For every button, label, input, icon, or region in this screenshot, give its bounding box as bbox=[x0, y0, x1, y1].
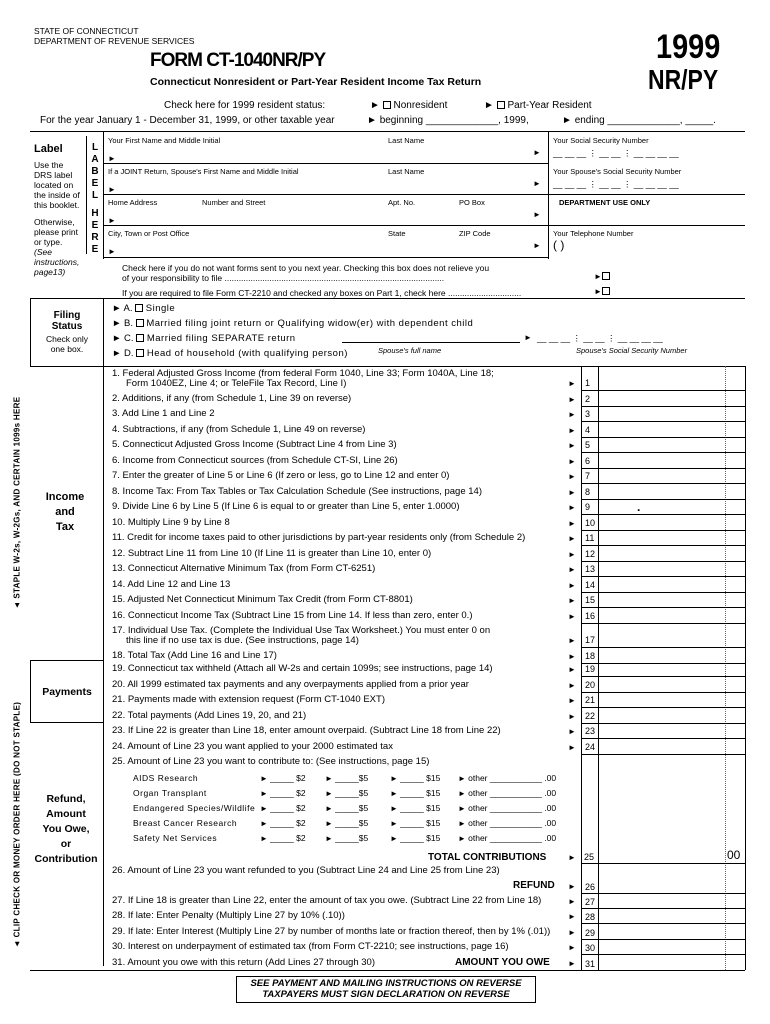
arrow-icon: ► bbox=[568, 912, 576, 921]
tax-year: 1999 bbox=[656, 28, 721, 66]
line-19-text: 19. Connecticut tax withheld (Attach all W-2s and certain 1099s; see instructions, page 14) bbox=[112, 663, 493, 674]
total-contributions-num: 25 bbox=[584, 852, 595, 862]
state-heading: STATE OF CONNECTICUT bbox=[34, 26, 139, 36]
arrow-icon: ► bbox=[594, 272, 602, 281]
line-number: 8 bbox=[585, 487, 591, 497]
line-number: 5 bbox=[585, 440, 591, 450]
address-input[interactable] bbox=[108, 210, 544, 225]
arrow-icon: ► bbox=[112, 318, 122, 329]
line-number: 23 bbox=[585, 726, 596, 736]
line-number: 24 bbox=[585, 742, 596, 752]
dept-use-label: DEPARTMENT USE ONLY bbox=[559, 198, 651, 207]
line-17-text: 17. Individual Use Tax. (Complete the Individual Use Tax Worksheet.) You must enter 0 on bbox=[112, 625, 491, 636]
spouse-name-label: If a JOINT Return, Spouse's First Name and Middle Initial bbox=[108, 167, 299, 176]
line-31-label: AMOUNT YOU OWE bbox=[455, 957, 550, 968]
ssn-input[interactable]: __ __ __ ⋮ __ __ ⋮ __ __ __ __ bbox=[553, 148, 679, 158]
line-14-text: 14. Add Line 12 and Line 13 bbox=[112, 579, 231, 590]
line-number: 4 bbox=[585, 425, 591, 435]
filing-d-checkbox[interactable] bbox=[136, 349, 144, 357]
arrow-icon: ► bbox=[568, 681, 576, 690]
arrow-icon: ► bbox=[568, 395, 576, 404]
arrow-icon: ► bbox=[562, 115, 572, 126]
line-17-text-2: this line if no use tax is due. (See instructions, page 14) bbox=[126, 635, 359, 646]
spouse-last-label: Last Name bbox=[388, 167, 425, 176]
partyear-option[interactable]: ► Part-Year Resident bbox=[484, 100, 592, 111]
footer-line-1: SEE PAYMENT AND MAILING INSTRUCTIONS ON REVERSE bbox=[250, 978, 522, 989]
total-contributions-input[interactable] bbox=[599, 848, 725, 863]
contrib-label: AIDS Research bbox=[133, 773, 199, 783]
line-31-amount[interactable] bbox=[599, 955, 745, 970]
arrow-icon: ► bbox=[458, 789, 469, 798]
line-number: 29 bbox=[585, 928, 596, 938]
contrib-label: Organ Transplant bbox=[133, 788, 207, 798]
arrow-icon: ► bbox=[568, 379, 576, 388]
arrow-icon: ► bbox=[390, 804, 401, 813]
arrow-icon: ► bbox=[260, 789, 271, 798]
line-23-amount[interactable] bbox=[599, 723, 745, 738]
line-number: 22 bbox=[585, 711, 596, 721]
line-7-amount[interactable] bbox=[599, 468, 745, 483]
line-22-amount[interactable] bbox=[599, 708, 745, 723]
city-label: City, Town or Post Office bbox=[108, 229, 190, 238]
contrib-label: Safety Net Services bbox=[133, 833, 218, 843]
filing-b-checkbox[interactable] bbox=[136, 319, 144, 327]
contrib-amt5-option[interactable]: ► _____$5 bbox=[325, 803, 369, 813]
arrow-icon: ► bbox=[568, 743, 576, 752]
arrow-icon: ► bbox=[112, 333, 122, 344]
line-30-amount[interactable] bbox=[599, 939, 745, 954]
line-7-text: 7. Enter the greater of Line 5 or Line 6 (If zero or less, go to Line 12 and enter 0) bbox=[112, 470, 450, 481]
arrow-icon: ► bbox=[568, 519, 576, 528]
contrib-amt5-option[interactable]: ► _____$5 bbox=[325, 773, 369, 783]
line-number: 28 bbox=[585, 912, 596, 922]
footer-box bbox=[236, 976, 536, 1003]
line-number: 9 bbox=[585, 502, 591, 512]
line-16-text: 16. Connecticut Income Tax (Subtract Line 15 from Line 14. If less than zero, enter 0.) bbox=[112, 610, 473, 621]
contrib-amt5-option[interactable]: ► _____$5 bbox=[325, 833, 369, 843]
arrow-icon: ► bbox=[390, 774, 401, 783]
contrib-other-option[interactable]: ► other ___________ .00 bbox=[458, 788, 557, 798]
line-24-amount[interactable] bbox=[599, 739, 745, 754]
line-1-text-2: Form 1040EZ, Line 4; or TeleFile Tax Record, Line I) bbox=[126, 378, 347, 389]
line-10-text: 10. Multiply Line 9 by Line 8 bbox=[112, 517, 230, 528]
line-2-text: 2. Additions, if any (from Schedule 1, Line 39 on reverse) bbox=[112, 393, 352, 404]
arrow-icon: ► bbox=[112, 303, 122, 314]
filing-option-a[interactable]: ► A. Single bbox=[112, 303, 176, 314]
total-contributions-label: TOTAL CONTRIBUTIONS bbox=[428, 852, 547, 863]
contrib-amt2-option[interactable]: ► _____ $2 bbox=[260, 803, 306, 813]
contrib-amt15-option[interactable]: ► _____ $15 bbox=[390, 818, 441, 828]
filing-option-b[interactable]: ► B. Married filing joint return or Qualifying widow(er) with dependent child bbox=[112, 318, 474, 329]
line-17-amount[interactable] bbox=[599, 623, 745, 647]
line-5-text: 5. Connecticut Adjusted Gross Income (Subtract Line 4 from Line 3) bbox=[112, 439, 397, 450]
filing-title-2: Status bbox=[51, 321, 83, 332]
footer-line-2: TAXPAYERS MUST SIGN DECLARATION ON REVERSE bbox=[262, 989, 510, 1000]
line-number: 27 bbox=[585, 897, 596, 907]
line-20-text: 20. All 1999 estimated tax payments and any overpayments applied from a prior year bbox=[112, 679, 469, 690]
nrpy-badge: NR/PY bbox=[648, 64, 719, 95]
arrow-icon: ► bbox=[390, 834, 401, 843]
payments-section-label: Payments bbox=[42, 686, 92, 698]
line-29-text: 29. If late: Enter Interest (Multiply Line 27 by number of months late or fraction thereof, then by 1% (.01)) bbox=[112, 926, 551, 937]
filing-spouse-ssn-label: Spouse's Social Security Number bbox=[576, 346, 688, 355]
arrow-icon: ► bbox=[108, 247, 116, 256]
line-number: 14 bbox=[585, 580, 596, 590]
line-number: 15 bbox=[585, 595, 596, 605]
line-8-amount[interactable] bbox=[599, 484, 745, 499]
arrow-icon: ► bbox=[568, 472, 576, 481]
line-number: 17 bbox=[585, 635, 596, 645]
line-12-amount[interactable] bbox=[599, 546, 745, 561]
no-forms-checkbox[interactable] bbox=[602, 272, 610, 280]
contrib-amt15-option[interactable]: ► _____ $15 bbox=[390, 833, 441, 843]
line-1-text: 1. Federal Adjusted Gross Income (from federal Form 1040, Line 33; Form 1040A, Line 18; bbox=[112, 368, 494, 379]
contrib-other-option[interactable]: ► other ___________ .00 bbox=[458, 818, 557, 828]
line-26-text: 26. Amount of Line 23 you want refunded to you (Subtract Line 24 and Line 25 from Line 23) bbox=[112, 865, 500, 876]
contrib-amt2-option[interactable]: ► _____ $2 bbox=[260, 833, 306, 843]
arrow-icon: ► bbox=[568, 503, 576, 512]
arrow-icon: ► bbox=[568, 712, 576, 721]
arrow-icon: ► bbox=[533, 210, 541, 219]
contrib-label: Breast Cancer Research bbox=[133, 818, 238, 828]
contrib-amt5-option[interactable]: ► _____$5 bbox=[325, 818, 369, 828]
line-27-text: 27. If Line 18 is greater than Line 22, enter the amount of tax you owe. (Subtract Line 22 from Line 18) bbox=[112, 895, 542, 906]
nonresident-checkbox[interactable] bbox=[383, 101, 391, 109]
line-number: 20 bbox=[585, 680, 596, 690]
resident-status-label: Check here for 1999 resident status: bbox=[164, 100, 326, 111]
arrow-icon: ► bbox=[108, 154, 116, 163]
number-street-label: Number and Street bbox=[202, 198, 266, 207]
line-21-text: 21. Payments made with extension request (Form CT-1040 EXT) bbox=[112, 694, 385, 705]
line-22-text: 22. Total payments (Add Lines 19, 20, and 21) bbox=[112, 710, 307, 721]
line-number: 21 bbox=[585, 695, 596, 705]
taxable-year-label: For the year January 1 - December 31, 1999, or other taxable year bbox=[40, 115, 335, 126]
contrib-amt2-option[interactable]: ► _____ $2 bbox=[260, 788, 306, 798]
arrow-icon: ► bbox=[260, 804, 271, 813]
arrow-icon: ► bbox=[367, 115, 377, 126]
arrow-icon: ► bbox=[390, 819, 401, 828]
line-23-text: 23. If Line 22 is greater than Line 18, enter amount overpaid. (Subtract Line 18 from Line 22) bbox=[112, 725, 501, 736]
arrow-icon: ► bbox=[568, 696, 576, 705]
line-number: 16 bbox=[585, 611, 596, 621]
line-19-amount[interactable] bbox=[599, 661, 745, 676]
arrow-icon: ► bbox=[458, 804, 469, 813]
arrow-icon: ► bbox=[325, 789, 336, 798]
line-3-amount[interactable] bbox=[599, 406, 745, 421]
arrow-icon: ► bbox=[260, 834, 271, 843]
income-section-label: Income and Tax bbox=[45, 491, 85, 533]
line-5-amount[interactable] bbox=[599, 437, 745, 452]
no-forms-text: Check here if you do not want forms sent to you next year. Checking this box does not relieve you bbox=[122, 263, 490, 273]
ct2210-text: If you are required to file Form CT-2210 and checked any boxes on Part 1, check here ............................... bbox=[122, 288, 522, 298]
line-number: 10 bbox=[585, 518, 596, 528]
line-14-amount[interactable] bbox=[599, 577, 745, 592]
line-29-amount[interactable] bbox=[599, 924, 745, 939]
line-6-amount[interactable] bbox=[599, 453, 745, 468]
arrow-icon: ► bbox=[325, 819, 336, 828]
line-9-text: 9. Divide Line 6 by Line 5 (If Line 6 is equal to or greater than Line 5, enter 1.0000) bbox=[112, 501, 460, 512]
line-13-text: 13. Connecticut Alternative Minimum Tax (from Form CT-6251) bbox=[112, 563, 376, 574]
line-4-amount[interactable] bbox=[599, 422, 745, 437]
line-9-amount[interactable] bbox=[599, 499, 745, 514]
line-number: 18 bbox=[585, 651, 596, 661]
ct2210-check[interactable] bbox=[594, 286, 610, 297]
line-15-amount[interactable] bbox=[599, 592, 745, 607]
arrow-icon: ► bbox=[568, 596, 576, 605]
line-number: 6 bbox=[585, 456, 591, 466]
arrow-icon: ► bbox=[568, 534, 576, 543]
line-3-text: 3. Add Line 1 and Line 2 bbox=[112, 408, 215, 419]
apt-label: Apt. No. bbox=[388, 198, 416, 207]
spouse-full-name-label: Spouse's full name bbox=[378, 346, 442, 355]
arrow-icon: ► bbox=[568, 943, 576, 952]
arrow-icon: ► bbox=[568, 457, 576, 466]
no-forms-check[interactable] bbox=[594, 271, 610, 282]
arrow-icon: ► bbox=[260, 819, 271, 828]
line-6-text: 6. Income from Connecticut sources (from Schedule CT-SI, Line 26) bbox=[112, 455, 398, 466]
filing-option-d[interactable]: ► D. Head of household (with qualifying person) bbox=[112, 348, 348, 359]
partyear-checkbox[interactable] bbox=[497, 101, 505, 109]
line-28-amount[interactable] bbox=[599, 908, 745, 923]
line-number: 26 bbox=[585, 882, 596, 892]
arrow-icon: ► bbox=[568, 652, 576, 661]
contrib-amt2-option[interactable]: ► _____ $2 bbox=[260, 818, 306, 828]
filing-note-2: one box. bbox=[50, 344, 84, 354]
first-name-label: Your First Name and Middle Initial bbox=[108, 136, 221, 145]
arrow-icon: ► bbox=[458, 834, 469, 843]
last-name-label: Last Name bbox=[388, 136, 425, 145]
ct2210-checkbox[interactable] bbox=[602, 287, 610, 295]
arrow-icon: ► bbox=[325, 804, 336, 813]
clip-side-note: ◄ CLIP CHECK OR MONEY ORDER HERE (DO NOT STAPLE) bbox=[12, 701, 22, 949]
arrow-icon: ► bbox=[325, 774, 336, 783]
filing-note: Check only bbox=[45, 334, 89, 344]
arrow-icon: ► bbox=[108, 185, 116, 194]
arrow-icon: ► bbox=[568, 897, 576, 906]
line-28-text: 28. If late: Enter Penalty (Multiply Line 27 by 10% (.10)) bbox=[112, 910, 345, 921]
line-10-amount[interactable] bbox=[599, 515, 745, 530]
no-forms-text-2: of your responsibility to file ............................................................................................. bbox=[122, 273, 445, 283]
po-box-label: PO Box bbox=[459, 198, 485, 207]
line-26-amount[interactable] bbox=[599, 863, 745, 893]
contrib-amt2-option[interactable]: ► _____ $2 bbox=[260, 773, 306, 783]
arrow-icon: ► bbox=[568, 665, 576, 674]
line-21-amount[interactable] bbox=[599, 692, 745, 707]
arrow-icon: ► bbox=[568, 853, 576, 862]
phone-label: Your Telephone Number bbox=[553, 229, 634, 238]
line-12-text: 12. Subtract Line 11 from Line 10 (If Line 11 is greater than Line 10, enter 0) bbox=[112, 548, 432, 559]
arrow-icon: ► bbox=[112, 348, 122, 359]
staple-side-note: ◄ STAPLE W-2s, W-2Gs, AND CERTAIN 1099s HERE bbox=[12, 396, 22, 609]
contrib-other-option[interactable]: ► other ___________ .00 bbox=[458, 773, 557, 783]
arrow-icon: ► bbox=[568, 488, 576, 497]
spouse-name-input[interactable] bbox=[108, 179, 544, 194]
line-2-amount[interactable] bbox=[599, 391, 745, 406]
line-number: 12 bbox=[585, 549, 596, 559]
first-name-input[interactable] bbox=[108, 148, 544, 163]
arrow-icon: ► bbox=[524, 333, 532, 342]
form-subtitle: Connecticut Nonresident or Part-Year Resident Income Tax Return bbox=[150, 76, 482, 88]
line-20-amount[interactable] bbox=[599, 677, 745, 692]
line-24-text: 24. Amount of Line 23 you want applied to your 2000 estimated tax bbox=[112, 741, 393, 752]
arrow-icon: ► bbox=[568, 636, 576, 645]
filing-option-c[interactable]: ► C. Married filing SEPARATE return bbox=[112, 333, 296, 344]
phone-input[interactable]: ( ) bbox=[553, 238, 565, 252]
line-number: 7 bbox=[585, 471, 591, 481]
dept-heading: DEPARTMENT OF REVENUE SERVICES bbox=[34, 36, 195, 46]
arrow-icon: ► bbox=[484, 100, 494, 111]
line-18-text: 18. Total Tax (Add Line 16 and Line 17) bbox=[112, 650, 277, 661]
arrow-icon: ► bbox=[370, 100, 380, 111]
line-26-label: REFUND bbox=[513, 880, 555, 891]
line-25-text: 25. Amount of Line 23 you want to contribute to: (See instructions, page 15) bbox=[112, 756, 430, 767]
line-number: 3 bbox=[585, 409, 591, 419]
label-instructions: Use the DRS label located on the inside of this booklet. bbox=[34, 160, 80, 210]
arrow-icon: ► bbox=[568, 612, 576, 621]
contrib-label: Endangered Species/Wildlife bbox=[133, 803, 256, 813]
label-letters: L A B E L H E R E bbox=[91, 142, 99, 255]
line-number: 30 bbox=[585, 943, 596, 953]
line-number: 31 bbox=[585, 959, 596, 969]
line-number: 1 bbox=[585, 378, 591, 388]
arrow-icon: ► bbox=[568, 727, 576, 736]
home-address-label: Home Address bbox=[108, 198, 158, 207]
arrow-icon: ► bbox=[568, 959, 576, 968]
line-number: 13 bbox=[585, 564, 596, 574]
line-16-amount[interactable] bbox=[599, 608, 745, 623]
decimal-point: . bbox=[637, 500, 641, 514]
filing-a-checkbox[interactable] bbox=[135, 304, 143, 312]
arrow-icon: ► bbox=[568, 882, 576, 891]
arrow-icon: ► bbox=[568, 565, 576, 574]
spouse-ssn-label: Your Spouse's Social Security Number bbox=[553, 167, 682, 176]
state-label: State bbox=[388, 229, 406, 238]
contrib-amt15-option[interactable]: ► _____ $15 bbox=[390, 803, 441, 813]
contrib-amt15-option[interactable]: ► _____ $15 bbox=[390, 773, 441, 783]
arrow-icon: ► bbox=[594, 287, 602, 296]
filing-spouse-ssn-input[interactable]: __ __ __ ⋮ __ __ ⋮ __ __ __ __ bbox=[537, 333, 663, 343]
line-1-amount[interactable] bbox=[599, 366, 745, 390]
arrow-icon: ► bbox=[260, 774, 271, 783]
line-4-text: 4. Subtractions, if any (from Schedule 1, Line 49 on reverse) bbox=[112, 424, 366, 435]
line-13-amount[interactable] bbox=[599, 561, 745, 576]
arrow-icon: ► bbox=[108, 216, 116, 225]
label-heading: Label bbox=[34, 143, 63, 155]
ending-field[interactable]: ► ending _____________, _____. bbox=[562, 115, 716, 126]
line-number: 2 bbox=[585, 394, 591, 404]
beginning-field[interactable]: ► beginning _____________, 1999, bbox=[367, 115, 529, 126]
line-11-text: 11. Credit for income taxes paid to other jurisdictions by part-year residents only (from Schedule 2) bbox=[112, 532, 526, 543]
arrow-icon: ► bbox=[568, 441, 576, 450]
filing-c-checkbox[interactable] bbox=[136, 334, 144, 342]
arrow-icon: ► bbox=[458, 774, 469, 783]
arrow-icon: ► bbox=[533, 179, 541, 188]
city-input[interactable] bbox=[108, 241, 544, 256]
line-11-amount[interactable] bbox=[599, 530, 745, 545]
arrow-icon: ► bbox=[390, 789, 401, 798]
form-title: FORM CT-1040NR/PY bbox=[150, 50, 326, 71]
nonresident-option[interactable]: ► Nonresident bbox=[370, 100, 448, 111]
total-contributions-cents: 00 bbox=[727, 848, 741, 862]
line-15-text: 15. Adjusted Net Connecticut Minimum Tax Credit (from Form CT-8801) bbox=[112, 594, 413, 605]
line-number: 19 bbox=[585, 664, 596, 674]
contrib-other-option[interactable]: ► other ___________ .00 bbox=[458, 803, 557, 813]
arrow-icon: ► bbox=[568, 581, 576, 590]
arrow-icon: ► bbox=[568, 550, 576, 559]
arrow-icon: ► bbox=[568, 426, 576, 435]
arrow-icon: ► bbox=[533, 148, 541, 157]
line-number: 11 bbox=[585, 533, 595, 543]
refund-section-label: Refund, Amount You Owe, or Contribution bbox=[34, 793, 98, 865]
ssn-label: Your Social Security Number bbox=[553, 136, 649, 145]
filing-title: Filing bbox=[53, 310, 81, 321]
arrow-icon: ► bbox=[568, 928, 576, 937]
line-8-text: 8. Income Tax: From Tax Tables or Tax Calculation Schedule (See instructions, page 14) bbox=[112, 486, 482, 497]
arrow-icon: ► bbox=[568, 410, 576, 419]
line-30-text: 30. Interest on underpayment of estimated tax (from Form CT-2210; see instructions, page 16) bbox=[112, 941, 509, 952]
contrib-other-option[interactable]: ► other ___________ .00 bbox=[458, 833, 557, 843]
spouse-ssn-input[interactable]: __ __ __ ⋮ __ __ ⋮ __ __ __ __ bbox=[553, 179, 679, 189]
contrib-amt15-option[interactable]: ► _____ $15 bbox=[390, 788, 441, 798]
line-27-amount[interactable] bbox=[599, 893, 745, 908]
zip-label: ZIP Code bbox=[459, 229, 491, 238]
line-31-text: 31. Amount you owe with this return (Add Lines 27 through 30) bbox=[112, 957, 375, 968]
arrow-icon: ► bbox=[533, 241, 541, 250]
arrow-icon: ► bbox=[458, 819, 469, 828]
print-instructions: Otherwise, please print or type. (See instructions, page13) bbox=[34, 217, 80, 277]
arrow-icon: ► bbox=[325, 834, 336, 843]
contrib-amt5-option[interactable]: ► _____$5 bbox=[325, 788, 369, 798]
